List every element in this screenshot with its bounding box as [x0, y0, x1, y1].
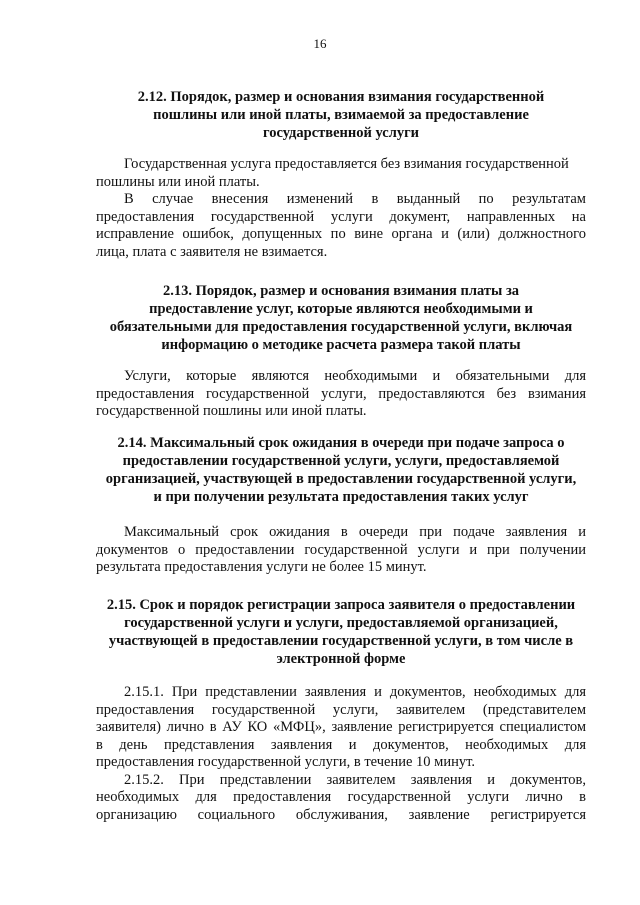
heading-line: 2.12. Порядок, размер и основания взимания государственной: [137, 89, 545, 105]
paragraph-line: государственной пошлины или иной платы.: [96, 403, 367, 419]
heading-line: пошлины или иной платы, взимаемой за предоставление: [153, 107, 529, 123]
paragraph-line: предоставления государственной услуги, предоставляются без взимания: [96, 385, 586, 402]
heading-line: электронной форме: [276, 651, 406, 667]
heading-line: участвующей в предоставлении государственной услуги, в том числе в: [108, 633, 574, 649]
section-body-2-12: [96, 156, 586, 261]
section-body-2-14: [96, 524, 586, 577]
paragraph-line: Максимальный срок ожидания в очереди при подаче заявления и: [124, 524, 586, 540]
paragraph-line: предоставления государственной услуги документ, направленных на: [96, 208, 586, 225]
paragraph-line: результата предоставления услуги не более 15 минут.: [96, 559, 427, 575]
paragraph-line: В случае внесения изменений в выданный по результатам: [124, 191, 586, 207]
paragraph-line: предоставления государственной услуги, заявителем (представителем: [96, 701, 586, 718]
paragraph-line: пошлины или иной платы.: [96, 173, 260, 190]
paragraph-line: заявителя) лично в АУ КО «МФЦ», заявление регистрируется специалистом: [96, 719, 586, 735]
paragraph-line: 2.15.2. При представлении заявителем заявления и документов,: [124, 771, 586, 788]
heading-line: обязательными для предоставления государственной услуги, включая: [109, 319, 573, 335]
paragraph-line: организацию социального обслуживания, заявление регистрируется: [96, 806, 586, 823]
heading-line: 2.15. Срок и порядок регистрации запроса заявителя о предоставлении: [106, 597, 576, 613]
paragraph-line: лица, плата с заявителя не взимается.: [96, 243, 328, 260]
paragraph-line: документов о предоставлении государственной услуги и при получении: [96, 541, 586, 558]
heading-line: 2.13. Порядок, размер и основания взимания платы за: [162, 283, 520, 299]
heading-line: государственной услуги и услуги, предоставляемой организацией,: [124, 615, 558, 631]
paragraph-line: Услуги, которые являются необходимыми и обязательными для: [124, 368, 586, 384]
section-heading-2-14: [96, 434, 586, 506]
heading-line: и при получении результата предоставления таких услуг: [153, 489, 529, 505]
section-heading-2-15: [96, 596, 586, 668]
heading-line: государственной услуги: [262, 125, 420, 141]
paragraph-line: предоставления государственной услуги, в течение 10 минут.: [96, 754, 475, 770]
paragraph-line: в день представления заявления и документов, необходимых для: [96, 736, 586, 753]
section-body-2-15: [96, 684, 586, 824]
heading-line: организацией, участвующей в предоставлении государственной услуги,: [105, 471, 577, 487]
paragraph-line: необходимых для предоставления государственной услуги лично в: [96, 789, 586, 805]
section-heading-2-13: [96, 282, 586, 354]
heading-line: 2.14. Максимальный срок ожидания в очереди при подаче запроса о: [117, 435, 565, 451]
paragraph-line: 2.15.1. При представлении заявления и документов, необходимых для: [124, 684, 586, 700]
paragraph-line: исправление ошибок, допущенных по вине органа и (или) должностного: [96, 226, 586, 242]
paragraph-line: Государственная услуга предоставляется без взимания государственной: [124, 156, 569, 172]
heading-line: информацию о методике расчета размера такой платы: [161, 337, 521, 353]
section-body-2-13: [96, 368, 586, 421]
section-heading-2-12: [96, 88, 586, 142]
page-number: 16: [313, 36, 327, 51]
heading-line: предоставление услуг, которые являются необходимыми и: [149, 301, 533, 317]
heading-line: предоставлении государственной услуги, услуги, предоставляемой: [122, 453, 560, 469]
